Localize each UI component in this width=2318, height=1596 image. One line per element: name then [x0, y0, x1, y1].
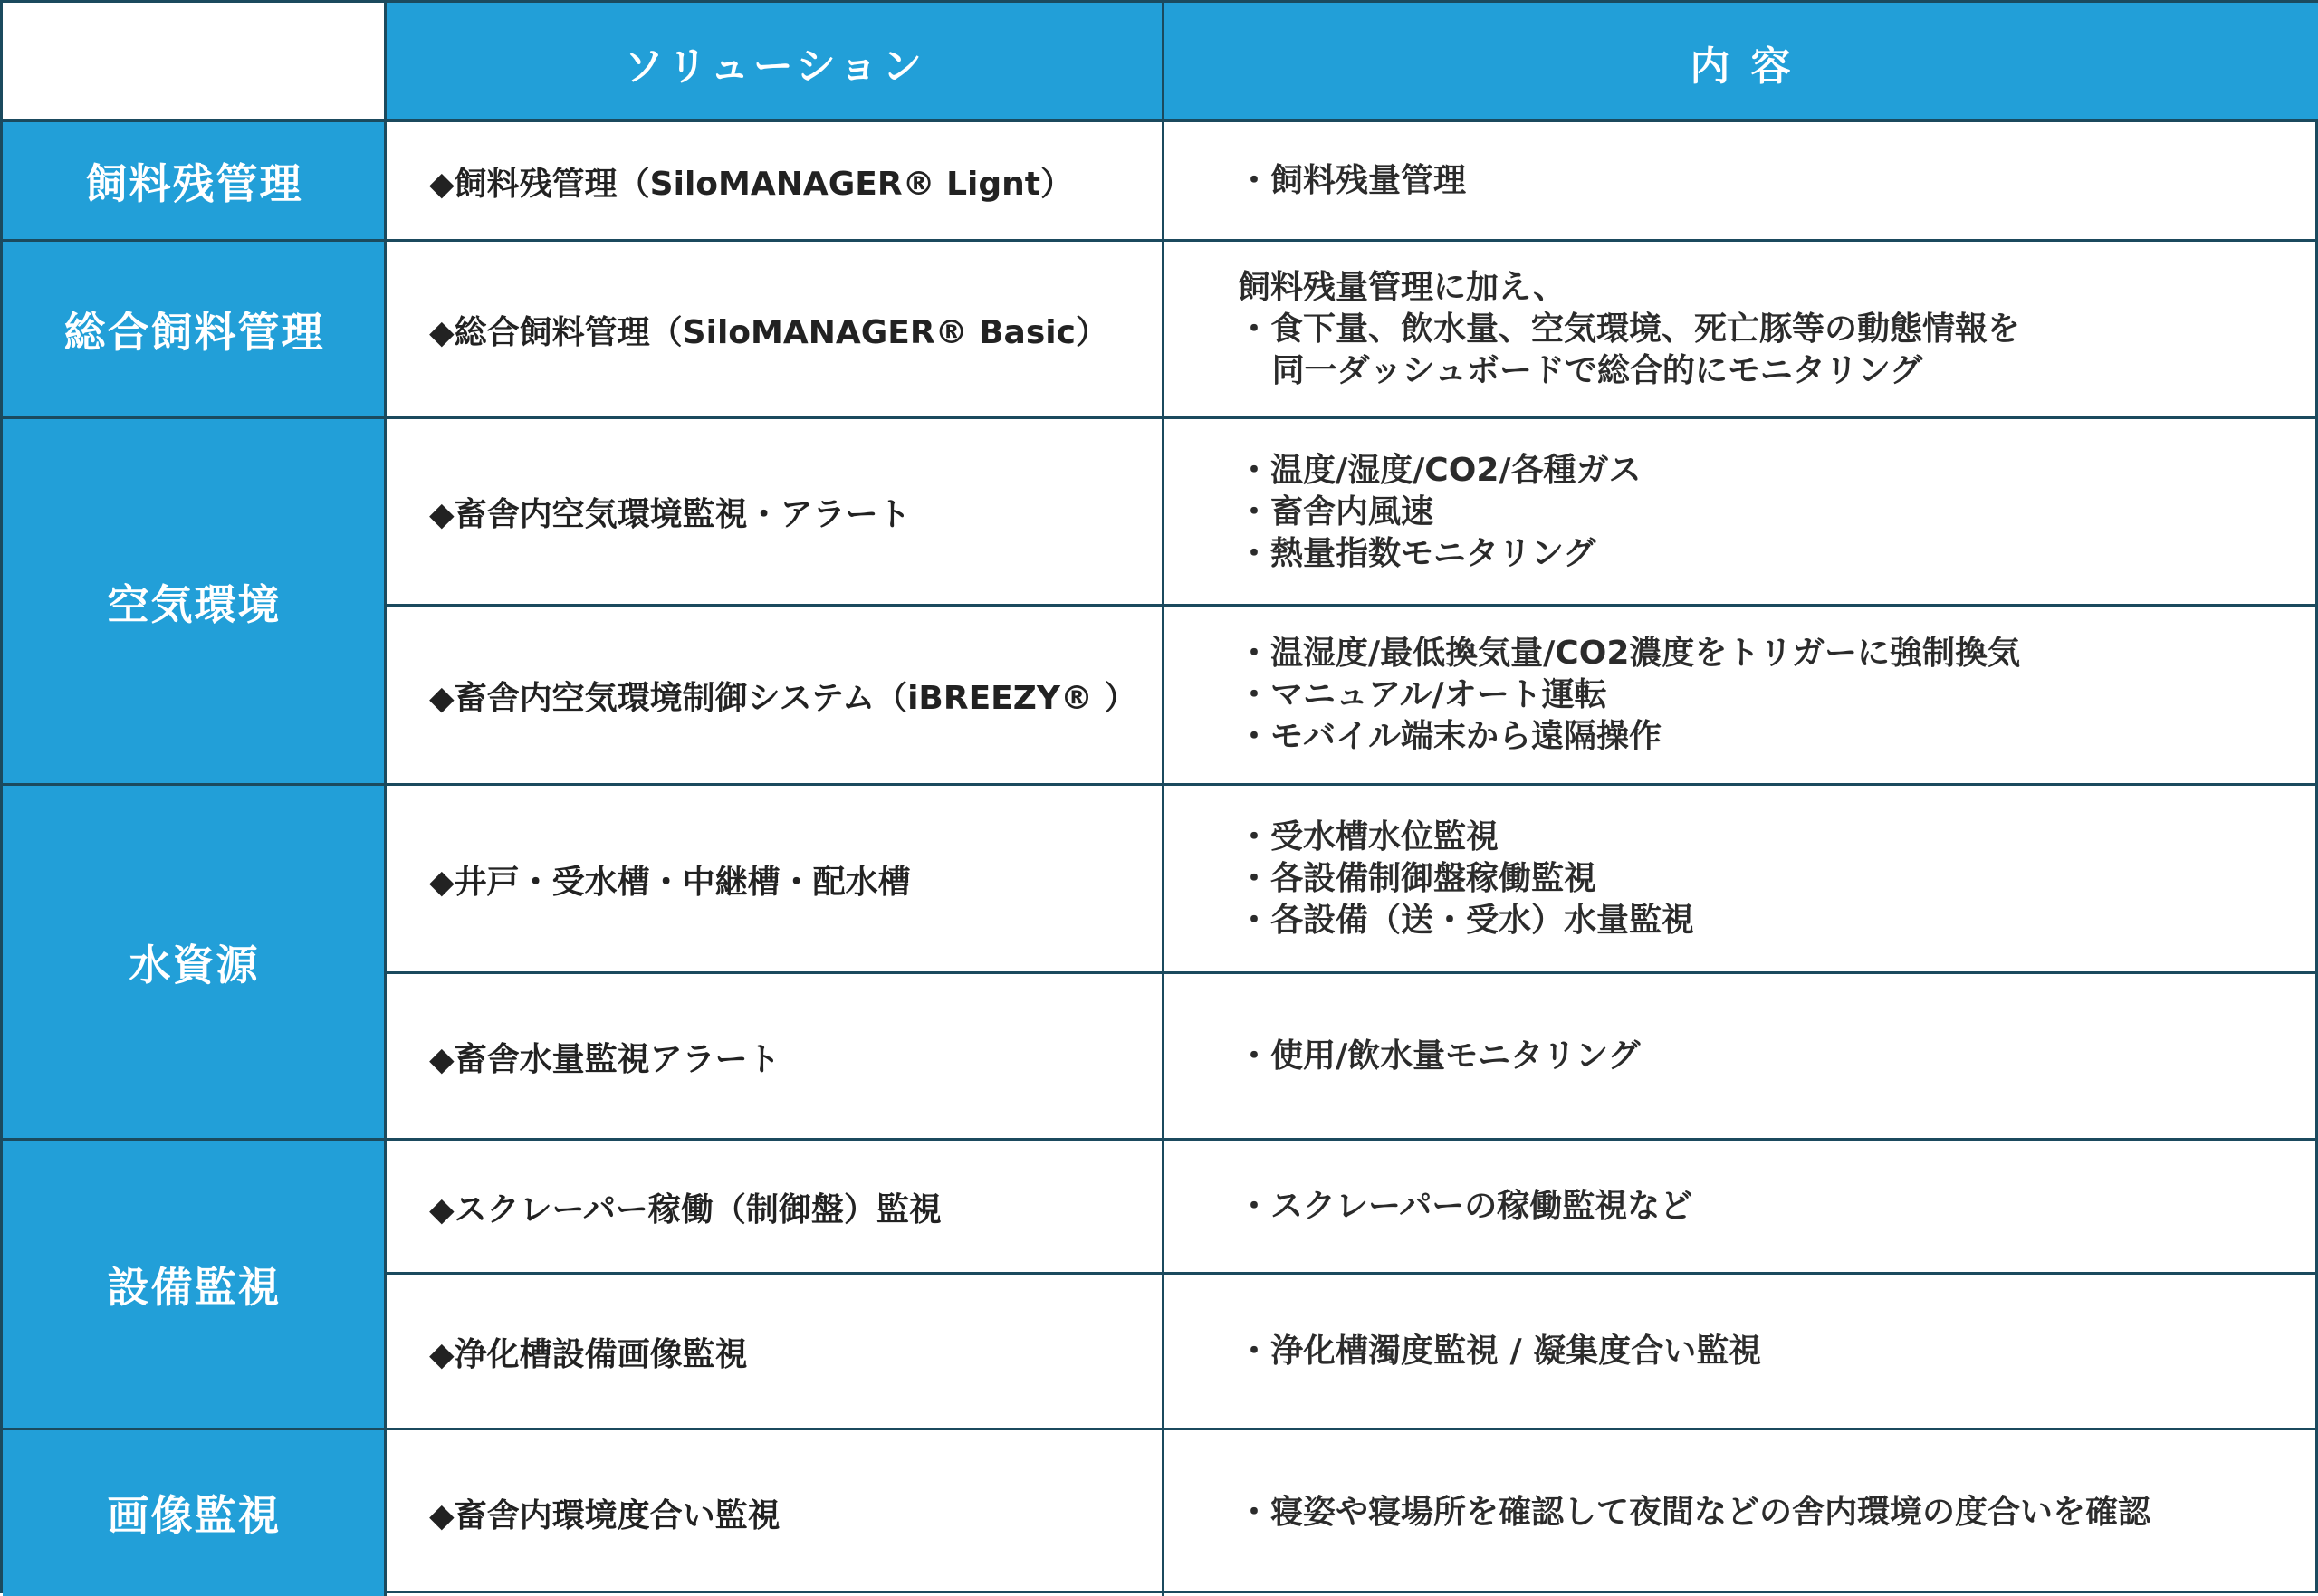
content-cell: [1164, 1140, 2318, 1274]
grid-line-horizontal: [3, 1428, 2318, 1430]
content-line: ・マニュアル/オート運転: [1238, 676, 1607, 713]
content-line: ・各設備（送・受水）水量監視: [1238, 902, 1695, 939]
solution-cell: ◆畜舎内空気環境制御システム（iBREEZY® ）: [429, 679, 1137, 717]
solution-cell: ◆総合飼料管理（SiloMANAGER® Basic）: [429, 313, 1108, 351]
content-line: ・飼料残量管理: [1238, 162, 1467, 199]
grid-line-horizontal: [384, 1272, 2318, 1275]
solution-cell: ◆畜舎内空気環境監視・アラート: [429, 496, 911, 533]
content-line: ・浄化槽濁度監視 / 凝集度合い監視: [1238, 1333, 1762, 1370]
category-water-resources: 水資源: [3, 785, 386, 1140]
solution-cell: ◆スクレーパー稼働（制御盤）監視: [429, 1190, 942, 1228]
grid-line-horizontal: [3, 239, 2318, 242]
content-cell: [1164, 606, 2318, 785]
content-line: ・畜舎内風速: [1238, 492, 1434, 530]
content-line: ・熱量指数モニタリング: [1238, 534, 1596, 572]
solution-cell: ◆畜舎内環境度合い監視: [429, 1496, 781, 1534]
grid-line-horizontal: [384, 604, 2318, 607]
content-line: ・温湿度/最低換気量/CO2濃度をトリガーに強制換気: [1238, 635, 2021, 672]
content-line: ・モバイル端末から遠隔操作: [1238, 718, 1662, 755]
content-cell: [1164, 241, 2318, 418]
content-line: ・食下量、飲水量、空気環境、死亡豚等の動態情報を: [1238, 311, 2021, 348]
category-integrated-feed: 総合飼料管理: [3, 241, 386, 418]
header-corner-cell: [3, 3, 386, 121]
content-cell: [1164, 973, 2318, 1140]
content-cell: [1164, 1429, 2318, 1596]
content-line: ・受水槽水位監視: [1238, 818, 1499, 855]
grid-line-vertical: [1162, 3, 1164, 1596]
grid-line-horizontal: [3, 119, 2318, 122]
content-line: 飼料残量管理に加え、: [1238, 269, 1566, 306]
solution-cell: ◆浄化槽設備画像監視: [429, 1335, 748, 1373]
grid-line-vertical: [384, 3, 387, 1596]
solution-cell: ◆畜舎水量監視アラート: [429, 1040, 781, 1078]
header-solution: ソリューション: [386, 3, 1164, 121]
content-line: ・温度/湿度/CO2/各種ガス: [1238, 451, 1642, 489]
content-cell: [1164, 418, 2318, 606]
content-cell: [1164, 1274, 2318, 1429]
grid-line-horizontal: [384, 971, 2318, 974]
content-line: ・各設備制御盤稼働監視: [1238, 860, 1597, 897]
solution-cell: ◆井戸・受水槽・中継槽・配水槽: [429, 863, 911, 901]
grid-line-horizontal: [3, 416, 2318, 419]
content-line: ・スクレーパーの稼働監視など: [1238, 1188, 1693, 1225]
header-content: 内 容: [1164, 3, 2318, 121]
category-image-monitoring: 画像監視: [3, 1429, 386, 1596]
content-cell: [1164, 121, 2318, 241]
category-air-environment: 空気環境: [3, 418, 386, 785]
category-feed-remaining: 飼料残管理: [3, 121, 386, 241]
grid-line-horizontal: [3, 783, 2318, 786]
content-line: ・使用/飲水量モニタリング: [1238, 1037, 1641, 1075]
content-cell: [1164, 785, 2318, 973]
grid-line-horizontal: [3, 1138, 2318, 1141]
content-line: ・寝姿や寝場所を確認して夜間などの舎内環境の度合いを確認: [1238, 1494, 2151, 1531]
content-line: 同一ダッシュボードで総合的にモニタリング: [1238, 352, 1923, 389]
category-equipment-monitoring: 設備監視: [3, 1140, 386, 1429]
solution-cell: ◆飼料残管理（SiloMANAGER® Lignt）: [429, 165, 1073, 203]
